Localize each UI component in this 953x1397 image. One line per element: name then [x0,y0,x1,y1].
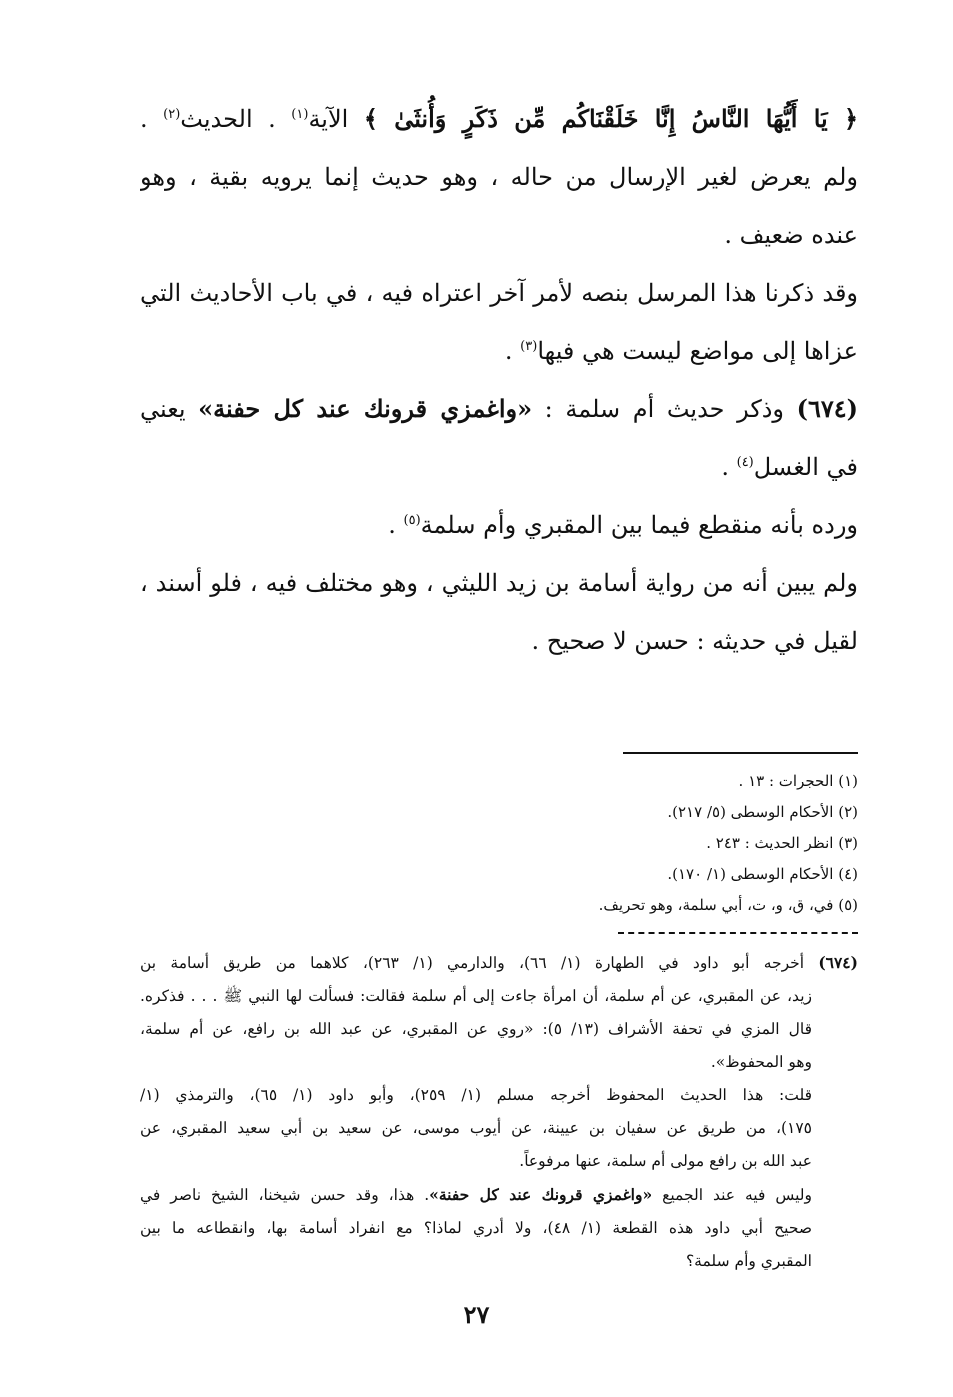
main-line-6: (٦٧٤) وذكر حديث أم سلمة : «واغمزي قرونك عند كل حفنة» يعني [140,394,858,423]
takhrij-line-1: (٦٧٤) أخرجه أبو داود في الطهارة (١/ ٦٦)، والدارمي (١/ ٢٦٣)، كلاهما من طريق أسامة بن [140,953,858,972]
takhrij-line-2: زيد، عن المقبري، عن أم سلمة، أن امرأة جاءت إلى أم سلمة فقالت: فسألت لها النبي ﷺ . . . فذكره. [140,987,812,1005]
footnote-5: (٥) في، ق، و، ت، أبي سلمة، وهو تحريف. [598,896,858,914]
footnote-ref-5[interactable]: (٥) [403,513,421,528]
takhrij-number: (٦٧٤) [818,953,858,972]
footnote-4: (٤) الأحكام الوسطى (١/ ١٧٠). [667,865,858,883]
main-text [140,90,858,670]
page-number: ٢٧ [463,1300,490,1329]
takhrij-line-3: قال المزي في تحفة الأشراف (١٣/ ٥): «روي عن المقبري، عن عبد الله بن رافع، عن أم سلمة، [140,1020,813,1038]
main-line-7: في الغسل$^{(٤)}$ . [721,453,858,481]
takhrij-line-6: ١٧٥)، من طريق عن سفيان بن عيينة، عن أيوب موسى، عن سعيد بن أبي سعيد المقبري، عن [140,1119,812,1137]
main-line-2: ولم يعرض لغير الإرسال من حاله ، وهو حديث إنما يرويه بقية ، وهو [140,163,858,191]
main-line-9: ولم يبين أنه من رواية أسامة بن زيد الليثي ، وهو مختلف فيه ، فلو أسند ، [140,569,858,597]
main-line-5: عزاها إلى مواضع ليست هي فيها$^{(٣)}$ . [504,337,858,365]
takhrij-quote: «واغمزي قرونك عند كل حفنة» [429,1185,653,1204]
main-line-4: وقد ذكرنا هذا المرسل بنصه لأمر آخر اعتراه فيه ، في باب الأحاديث التي [140,279,858,307]
hadith-number: (٦٧٤) [796,394,858,423]
footnote-3: (٣) انظر الحديث : ٢٤٣ . [706,834,858,852]
quran-verse: ﴿ يَا أَيُّهَا النَّاسُ إِنَّا خَلَقْنَاكُم مِّن ذَكَرٍ وَأُنثَىٰ ﴾ [363,104,858,133]
footnote-ref-3[interactable]: (٣) [520,339,538,354]
main-line-3: عنده ضعيف . [724,221,858,249]
takhrij-divider [618,932,858,934]
takhrij-notes [140,946,858,1278]
takhrij-line-10: المقبري وأم سلمة؟ [685,1252,812,1270]
main-line-10: لقيل في حديثه : حسن لا صحيح . [531,627,858,655]
footnote-divider [623,752,858,754]
page-body [140,90,858,1270]
footnote-2: (٢) الأحكام الوسطى (٥/ ٢١٧). [667,803,858,821]
takhrij-line-5: قلت: هذا الحديث المحفوظ أخرجه مسلم (١/ ٢٥٩)، وأبو داود (١/ ٦٥)، والترمذي (١/ [140,1086,812,1104]
footnote-ref-2[interactable]: (٢) [163,107,181,122]
takhrij-line-4: وهو المحفوظ». [710,1053,812,1071]
hadith-quote: «واغمزي قرونك عند كل حفنة» [198,394,533,423]
takhrij-line-9: صحيح أبي داود هذه القطعة (١/ ٤٨)، ولا أدري لماذا؟ مع انفراد أسامة بها، وانقطاعه ما بين [140,1219,812,1237]
takhrij-line-8: وليس فيه عند الجميع «واغمزي قرونك عند كل حفنة». هذا، وقد حسن شيخنا، الشيخ ناصر في [140,1185,812,1204]
main-line-8: ورده بأنه منقطع فيما بين المقبري وأم سلمة$^{(٥)}$ . [388,511,858,539]
takhrij-line-7: عبد الله بن رافع مولى أم سلمة، عنها مرفوعاً. [519,1152,812,1170]
footnote-1: (١) الحجرات : ١٣ . [738,772,858,790]
footnote-ref-4[interactable]: (٤) [736,455,754,470]
footnotes [140,766,858,921]
footnote-ref-1[interactable]: (١) [291,107,309,122]
main-line-1: ﴿ يَا أَيُّهَا النَّاسُ إِنَّا خَلَقْنَاكُم مِّن ذَكَرٍ وَأُنثَىٰ ﴾ الآية$^{(١)}$ . الحديث$^{(٢)}$ . [140,104,858,133]
